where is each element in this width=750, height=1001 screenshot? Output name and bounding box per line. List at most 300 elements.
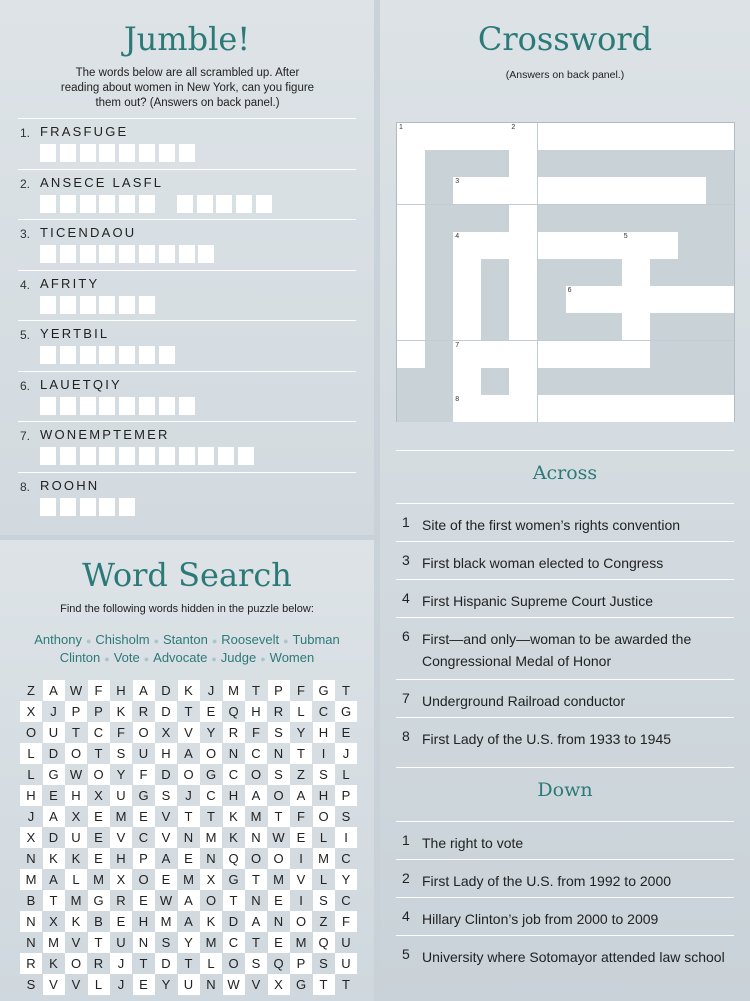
answer-letter-box[interactable] [40, 195, 56, 213]
letter-cell[interactable]: M [223, 680, 245, 701]
answer-letter-box[interactable] [40, 447, 56, 465]
letter-cell[interactable]: M [273, 872, 284, 887]
letter-cell[interactable]: O [313, 806, 335, 827]
letter-cell[interactable]: D [161, 767, 171, 782]
letter-cell[interactable]: G [138, 788, 149, 803]
letter-cell[interactable]: V [71, 935, 81, 950]
answer-letter-box[interactable] [139, 346, 155, 364]
letter-cell[interactable]: H [116, 683, 126, 698]
letter-cell[interactable]: D [48, 830, 59, 845]
letter-cell[interactable]: K [223, 806, 245, 827]
answer-letter-box[interactable] [40, 346, 56, 364]
letter-cell[interactable]: A [43, 806, 65, 827]
answer-letter-box[interactable] [60, 397, 76, 415]
letter-cell[interactable]: H [318, 788, 329, 803]
letter-cell[interactable]: R [20, 953, 42, 974]
letter-cell[interactable]: L [290, 701, 312, 722]
crossword-cell[interactable] [453, 368, 481, 395]
crossword-cell[interactable] [706, 395, 734, 422]
answer-letter-box[interactable] [40, 144, 56, 162]
letter-cell[interactable]: O [178, 764, 200, 785]
letter-cell[interactable]: K [71, 851, 81, 866]
crossword-cell[interactable] [622, 259, 650, 286]
letter-cell[interactable]: T [184, 956, 193, 971]
letter-cell[interactable]: K [178, 680, 200, 701]
letter-cell[interactable]: H [65, 785, 87, 806]
crossword-cell[interactable] [566, 395, 594, 422]
answer-letter-box[interactable] [60, 296, 76, 314]
crossword-cell[interactable] [425, 123, 453, 150]
letter-cell[interactable]: M [295, 935, 307, 950]
crossword-cell[interactable] [650, 395, 678, 422]
letter-cell[interactable]: V [110, 827, 132, 848]
answer-letter-box[interactable] [177, 195, 193, 213]
answer-letter-box[interactable] [139, 144, 155, 162]
letter-cell[interactable]: F [297, 683, 305, 698]
letter-cell[interactable]: C [341, 851, 351, 866]
crossword-cell[interactable] [397, 286, 425, 313]
letter-cell[interactable]: N [26, 851, 36, 866]
letter-cell[interactable]: R [223, 722, 245, 743]
answer-letter-box[interactable] [197, 195, 213, 213]
letter-cell[interactable]: F [335, 911, 357, 932]
letter-cell[interactable]: A [184, 746, 193, 761]
letter-cell[interactable]: L [65, 869, 87, 890]
crossword-cell[interactable] [622, 177, 650, 204]
letter-cell[interactable]: P [94, 704, 103, 719]
letter-cell[interactable]: X [20, 827, 42, 848]
answer-letter-box[interactable] [60, 346, 76, 364]
letter-cell[interactable]: P [65, 701, 87, 722]
crossword-cell[interactable] [622, 286, 650, 313]
letter-cell[interactable]: M [43, 932, 65, 953]
crossword-cell[interactable] [481, 395, 509, 422]
crossword-cell[interactable] [566, 286, 594, 313]
crossword-cell[interactable] [678, 123, 706, 150]
letter-cell[interactable]: T [252, 935, 260, 950]
letter-cell[interactable]: W [69, 683, 83, 698]
letter-cell[interactable]: O [228, 956, 239, 971]
crossword-cell[interactable] [509, 259, 537, 286]
crossword-cell[interactable] [453, 259, 481, 286]
crossword-cell[interactable] [706, 123, 734, 150]
letter-cell[interactable]: A [133, 680, 155, 701]
letter-cell[interactable]: E [200, 701, 222, 722]
answer-letter-box[interactable] [60, 144, 76, 162]
letter-cell[interactable]: C [318, 704, 329, 719]
letter-cell[interactable]: H [313, 722, 335, 743]
letter-cell[interactable]: F [88, 680, 110, 701]
answer-letter-box[interactable] [218, 447, 234, 465]
letter-cell[interactable]: O [273, 788, 284, 803]
answer-letter-box[interactable] [40, 296, 56, 314]
letter-cell[interactable]: O [200, 743, 222, 764]
letter-cell[interactable]: Y [161, 977, 171, 992]
answer-letter-box[interactable] [99, 346, 115, 364]
answer-letter-box[interactable] [139, 397, 155, 415]
letter-cell[interactable]: L [319, 872, 328, 887]
letter-cell[interactable]: X [200, 869, 222, 890]
letter-cell[interactable]: D [161, 683, 171, 698]
letter-cell[interactable]: U [138, 746, 149, 761]
crossword-cell[interactable] [538, 123, 566, 150]
letter-cell[interactable]: S [245, 953, 267, 974]
letter-cell[interactable]: A [178, 890, 200, 911]
answer-letter-box[interactable] [256, 195, 272, 213]
answer-letter-box[interactable] [99, 144, 115, 162]
answer-letter-box[interactable] [198, 245, 214, 263]
letter-cell[interactable]: O [65, 953, 87, 974]
letter-cell[interactable]: W [223, 974, 245, 995]
crossword-cell[interactable] [509, 123, 537, 150]
letter-cell[interactable]: N [133, 932, 155, 953]
answer-letter-box[interactable] [159, 245, 175, 263]
crossword-cell[interactable] [594, 395, 622, 422]
letter-cell[interactable]: D [228, 914, 239, 929]
letter-cell[interactable]: N [183, 830, 194, 845]
letter-cell[interactable]: Z [27, 683, 35, 698]
crossword-cell[interactable] [509, 150, 537, 177]
letter-cell[interactable]: Z [297, 767, 305, 782]
letter-cell[interactable]: U [43, 722, 65, 743]
answer-letter-box[interactable] [60, 498, 76, 516]
answer-letter-box[interactable] [80, 245, 96, 263]
letter-cell[interactable]: C [245, 743, 267, 764]
letter-cell[interactable]: D [48, 746, 59, 761]
letter-cell[interactable]: H [20, 785, 42, 806]
crossword-cell[interactable] [509, 286, 537, 313]
letter-cell[interactable]: W [69, 767, 83, 782]
letter-cell[interactable]: N [245, 827, 267, 848]
letter-cell[interactable]: C [223, 932, 245, 953]
letter-cell[interactable]: X [49, 914, 58, 929]
letter-cell[interactable]: T [252, 683, 260, 698]
letter-cell[interactable]: J [185, 788, 192, 803]
letter-cell[interactable]: L [27, 767, 35, 782]
answer-letter-box[interactable] [40, 245, 56, 263]
crossword-cell[interactable] [397, 177, 425, 204]
crossword-cell[interactable] [397, 205, 425, 232]
crossword-cell[interactable] [566, 177, 594, 204]
letter-cell[interactable]: X [161, 725, 171, 740]
letter-cell[interactable]: Q [313, 932, 335, 953]
answer-letter-box[interactable] [99, 296, 115, 314]
answer-letter-box[interactable] [119, 397, 135, 415]
letter-cell[interactable]: M [115, 809, 127, 824]
letter-cell[interactable]: T [245, 869, 267, 890]
letter-cell[interactable]: I [321, 746, 326, 761]
crossword-cell[interactable] [594, 232, 622, 259]
answer-letter-box[interactable] [238, 447, 254, 465]
crossword-cell[interactable] [622, 395, 650, 422]
crossword-cell[interactable] [397, 341, 425, 368]
letter-cell[interactable]: G [335, 701, 357, 722]
crossword-cell[interactable] [509, 232, 537, 259]
letter-cell[interactable]: N [228, 746, 239, 761]
answer-letter-box[interactable] [80, 144, 96, 162]
letter-cell[interactable]: U [178, 974, 200, 995]
crossword-cell[interactable] [453, 177, 481, 204]
letter-cell[interactable]: V [161, 809, 171, 824]
letter-cell[interactable]: T [342, 683, 350, 698]
answer-letter-box[interactable] [119, 245, 135, 263]
answer-letter-box[interactable] [40, 498, 56, 516]
answer-letter-box[interactable] [80, 346, 96, 364]
letter-cell[interactable]: I [299, 851, 303, 866]
letter-cell[interactable]: M [200, 827, 222, 848]
letter-cell[interactable]: Z [319, 914, 328, 929]
crossword-cell[interactable] [594, 341, 622, 368]
answer-letter-box[interactable] [80, 397, 96, 415]
letter-cell[interactable]: A [49, 872, 58, 887]
letter-cell[interactable]: A [245, 911, 267, 932]
answer-letter-box[interactable] [179, 397, 195, 415]
crossword-cell[interactable] [538, 232, 566, 259]
answer-letter-box[interactable] [99, 397, 115, 415]
crossword-cell[interactable] [566, 123, 594, 150]
letter-cell[interactable]: J [117, 977, 125, 992]
crossword-cell[interactable] [622, 123, 650, 150]
letter-cell[interactable]: H [138, 914, 149, 929]
letter-cell[interactable]: T [94, 746, 103, 761]
answer-letter-box[interactable] [159, 397, 175, 415]
letter-cell[interactable]: D [155, 953, 177, 974]
crossword-cell[interactable] [453, 395, 481, 422]
letter-cell[interactable]: T [268, 806, 290, 827]
crossword-cell[interactable] [509, 313, 537, 340]
letter-cell[interactable]: M [313, 848, 335, 869]
answer-letter-box[interactable] [179, 245, 195, 263]
letter-cell[interactable]: S [313, 890, 335, 911]
crossword-cell[interactable] [650, 123, 678, 150]
crossword-cell[interactable] [678, 286, 706, 313]
letter-cell[interactable]: L [319, 830, 328, 845]
letter-cell[interactable]: P [268, 680, 290, 701]
letter-cell[interactable]: Y [335, 869, 357, 890]
letter-cell[interactable]: L [20, 743, 42, 764]
crossword-cell[interactable] [622, 341, 650, 368]
crossword-cell[interactable] [678, 177, 706, 204]
letter-cell[interactable]: C [341, 893, 351, 908]
letter-cell[interactable]: A [290, 785, 312, 806]
answer-letter-box[interactable] [198, 447, 214, 465]
letter-cell[interactable]: O [133, 722, 155, 743]
letter-cell[interactable]: V [71, 977, 81, 992]
crossword-cell[interactable] [453, 123, 481, 150]
crossword-cell[interactable] [481, 232, 509, 259]
letter-cell[interactable]: U [335, 953, 357, 974]
letter-cell[interactable]: O [138, 872, 149, 887]
answer-letter-box[interactable] [139, 245, 155, 263]
letter-cell[interactable]: P [335, 785, 357, 806]
letter-cell[interactable]: M [250, 809, 262, 824]
letter-cell[interactable]: V [251, 977, 261, 992]
letter-cell[interactable]: S [161, 935, 171, 950]
letter-cell[interactable]: E [94, 830, 103, 845]
letter-cell[interactable]: U [341, 935, 351, 950]
answer-letter-box[interactable] [80, 296, 96, 314]
letter-cell[interactable]: Q [223, 848, 245, 869]
answer-letter-box[interactable] [119, 346, 135, 364]
letter-cell[interactable]: O [268, 848, 290, 869]
letter-cell[interactable]: M [20, 869, 42, 890]
crossword-cell[interactable] [453, 341, 481, 368]
letter-cell[interactable]: C [223, 764, 245, 785]
letter-cell[interactable]: M [183, 872, 194, 887]
crossword-cell[interactable] [566, 232, 594, 259]
letter-cell[interactable]: P [290, 953, 312, 974]
letter-cell[interactable]: E [49, 788, 58, 803]
letter-cell[interactable]: E [133, 890, 155, 911]
crossword-cell[interactable] [706, 286, 734, 313]
letter-cell[interactable]: L [342, 767, 350, 782]
letter-cell[interactable]: I [335, 827, 357, 848]
crossword-cell[interactable] [481, 123, 509, 150]
letter-cell[interactable]: A [161, 851, 171, 866]
answer-letter-box[interactable] [159, 346, 175, 364]
answer-letter-box[interactable] [80, 195, 96, 213]
answer-letter-box[interactable] [60, 195, 76, 213]
letter-cell[interactable]: O [25, 725, 37, 740]
crossword-cell[interactable] [594, 177, 622, 204]
letter-cell[interactable]: G [43, 764, 65, 785]
letter-cell[interactable]: T [43, 890, 65, 911]
letter-cell[interactable]: J [335, 743, 357, 764]
letter-cell[interactable]: G [295, 977, 307, 992]
letter-cell[interactable]: F [297, 809, 305, 824]
crossword-cell[interactable] [622, 313, 650, 340]
answer-letter-box[interactable] [236, 195, 252, 213]
letter-cell[interactable]: Y [206, 725, 216, 740]
letter-cell[interactable]: E [268, 932, 290, 953]
letter-cell[interactable]: Q [228, 704, 239, 719]
letter-cell[interactable]: Y [178, 932, 200, 953]
letter-cell[interactable]: T [207, 809, 215, 824]
letter-cell[interactable]: B [94, 914, 103, 929]
letter-cell[interactable]: D [155, 701, 177, 722]
crossword-cell[interactable] [538, 395, 566, 422]
letter-cell[interactable]: O [250, 767, 262, 782]
letter-cell[interactable]: W [272, 830, 285, 845]
letter-cell[interactable]: E [88, 848, 110, 869]
letter-cell[interactable]: C [200, 785, 222, 806]
crossword-cell[interactable] [650, 286, 678, 313]
answer-letter-box[interactable] [139, 447, 155, 465]
letter-cell[interactable]: O [250, 851, 262, 866]
crossword-cell[interactable] [453, 232, 481, 259]
letter-cell[interactable]: N [273, 746, 284, 761]
letter-cell[interactable]: R [138, 704, 149, 719]
letter-cell[interactable]: J [110, 953, 132, 974]
letter-cell[interactable]: Y [116, 767, 126, 782]
crossword-cell[interactable] [481, 177, 509, 204]
answer-letter-box[interactable] [139, 296, 155, 314]
letter-cell[interactable]: J [207, 683, 215, 698]
letter-cell[interactable]: K [200, 911, 222, 932]
letter-cell[interactable]: S [313, 764, 335, 785]
letter-cell[interactable]: S [268, 764, 290, 785]
letter-cell[interactable]: E [110, 911, 132, 932]
answer-letter-box[interactable] [119, 296, 135, 314]
letter-cell[interactable]: E [133, 806, 155, 827]
letter-cell[interactable]: J [27, 809, 35, 824]
letter-cell[interactable]: G [313, 680, 335, 701]
answer-letter-box[interactable] [40, 397, 56, 415]
letter-cell[interactable]: T [88, 932, 110, 953]
letter-cell[interactable]: J [50, 704, 57, 719]
crossword-cell[interactable] [650, 232, 678, 259]
letter-cell[interactable]: K [110, 701, 132, 722]
letter-cell[interactable]: P [133, 848, 155, 869]
crossword-cell[interactable] [509, 341, 537, 368]
crossword-cell[interactable] [397, 232, 425, 259]
letter-cell[interactable]: H [228, 788, 239, 803]
letter-cell[interactable]: U [65, 827, 87, 848]
answer-letter-box[interactable] [99, 447, 115, 465]
letter-cell[interactable]: S [110, 743, 132, 764]
letter-cell[interactable]: E [341, 725, 351, 740]
letter-cell[interactable]: N [26, 935, 36, 950]
letter-cell[interactable]: T [178, 806, 200, 827]
crossword-cell[interactable] [538, 177, 566, 204]
letter-cell[interactable]: G [88, 890, 110, 911]
letter-cell[interactable]: M [205, 935, 217, 950]
answer-letter-box[interactable] [99, 245, 115, 263]
answer-letter-box[interactable] [99, 498, 115, 516]
letter-cell[interactable]: H [155, 743, 177, 764]
letter-cell[interactable]: S [319, 956, 328, 971]
letter-cell[interactable]: F [117, 725, 125, 740]
crossword-cell[interactable] [481, 341, 509, 368]
crossword-cell[interactable] [538, 341, 566, 368]
letter-cell[interactable]: T [223, 890, 245, 911]
letter-cell[interactable]: L [88, 974, 110, 995]
answer-letter-box[interactable] [99, 195, 115, 213]
answer-letter-box[interactable] [159, 144, 175, 162]
crossword-cell[interactable] [509, 368, 537, 395]
letter-cell[interactable]: E [155, 869, 177, 890]
letter-cell[interactable]: N [206, 977, 216, 992]
letter-cell[interactable]: O [65, 743, 87, 764]
answer-letter-box[interactable] [60, 245, 76, 263]
letter-cell[interactable]: C [138, 830, 149, 845]
letter-cell[interactable]: O [205, 893, 217, 908]
letter-cell[interactable]: B [26, 893, 36, 908]
letter-cell[interactable]: X [110, 869, 132, 890]
answer-letter-box[interactable] [119, 447, 135, 465]
letter-cell[interactable]: E [290, 827, 312, 848]
answer-letter-box[interactable] [80, 447, 96, 465]
letter-cell[interactable]: R [93, 956, 104, 971]
letter-cell[interactable]: O [290, 911, 312, 932]
answer-letter-box[interactable] [60, 447, 76, 465]
letter-cell[interactable]: E [178, 848, 200, 869]
letter-cell[interactable]: S [26, 977, 36, 992]
letter-cell[interactable]: X [20, 701, 42, 722]
crossword-cell[interactable] [566, 341, 594, 368]
letter-cell[interactable]: I [299, 893, 303, 908]
letter-cell[interactable]: N [206, 851, 216, 866]
letter-cell[interactable]: U [116, 935, 126, 950]
letter-cell[interactable]: T [313, 974, 335, 995]
answer-letter-box[interactable] [159, 447, 175, 465]
letter-cell[interactable]: S [155, 785, 177, 806]
crossword-cell[interactable] [397, 123, 425, 150]
letter-cell[interactable]: C [88, 722, 110, 743]
letter-cell[interactable]: K [65, 911, 87, 932]
answer-letter-box[interactable] [80, 498, 96, 516]
letter-cell[interactable]: O [88, 764, 110, 785]
